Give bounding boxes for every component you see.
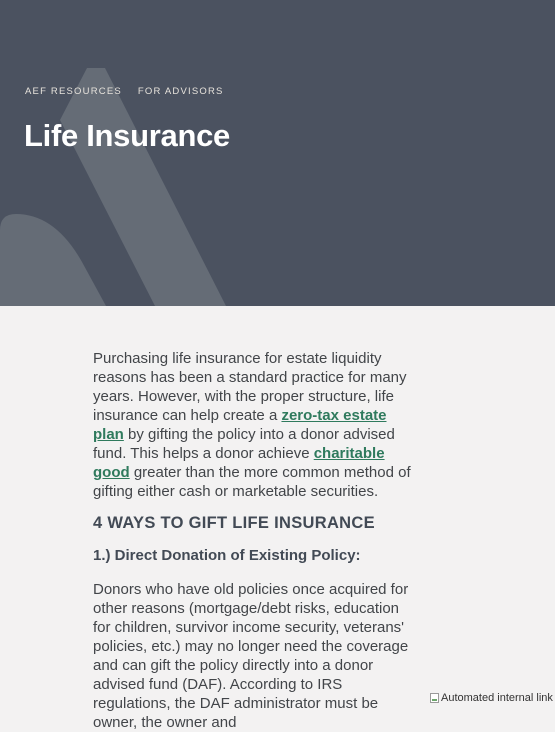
- article-body: [93, 349, 418, 732]
- breadcrumb-for-advisors[interactable]: FOR ADVISORS: [137, 86, 224, 97]
- sub-heading: 1.) Direct Donation of Existing Policy:: [93, 547, 361, 564]
- intro-text-1: Purchasing life insurance for estate liquidity reasons has been a standard practice for many years. However, with the proper structure, life insurance can help create a: [93, 350, 407, 424]
- broken-image[interactable]: [430, 692, 553, 704]
- breadcrumb-aef-resources[interactable]: AEF RESOURCES: [25, 86, 122, 97]
- broken-image-alt-text: Automated internal link: [441, 692, 553, 704]
- section-heading: 4 WAYS TO GIFT LIFE INSURANCE: [93, 514, 375, 532]
- intro-text-3: greater than the more common method of gifting either cash or marketable securities.: [93, 464, 411, 500]
- zero-tax-estate-plan-link[interactable]: zero-tax estate plan: [93, 407, 387, 443]
- intro-paragraph: [93, 349, 418, 501]
- charitable-good-link[interactable]: charitable good: [93, 445, 385, 481]
- body-paragraph: Donors who have old policies once acquired for other reasons (mortgage/debt risks, education for children, survivor income security, veterans' policies, etc.) may no longer need the coverage and can gift the policy directly into a donor advised fund (DAF). According to IRS regulations, the DAF administrator must be owner, the owner and: [93, 581, 409, 731]
- intro-text-2: by gifting the policy into a donor advised fund. This helps a donor achieve: [93, 426, 395, 462]
- breadcrumb: [25, 86, 224, 97]
- broken-image-icon: [430, 693, 439, 703]
- page-title: Life Insurance: [24, 118, 230, 153]
- hero-banner: [0, 0, 555, 306]
